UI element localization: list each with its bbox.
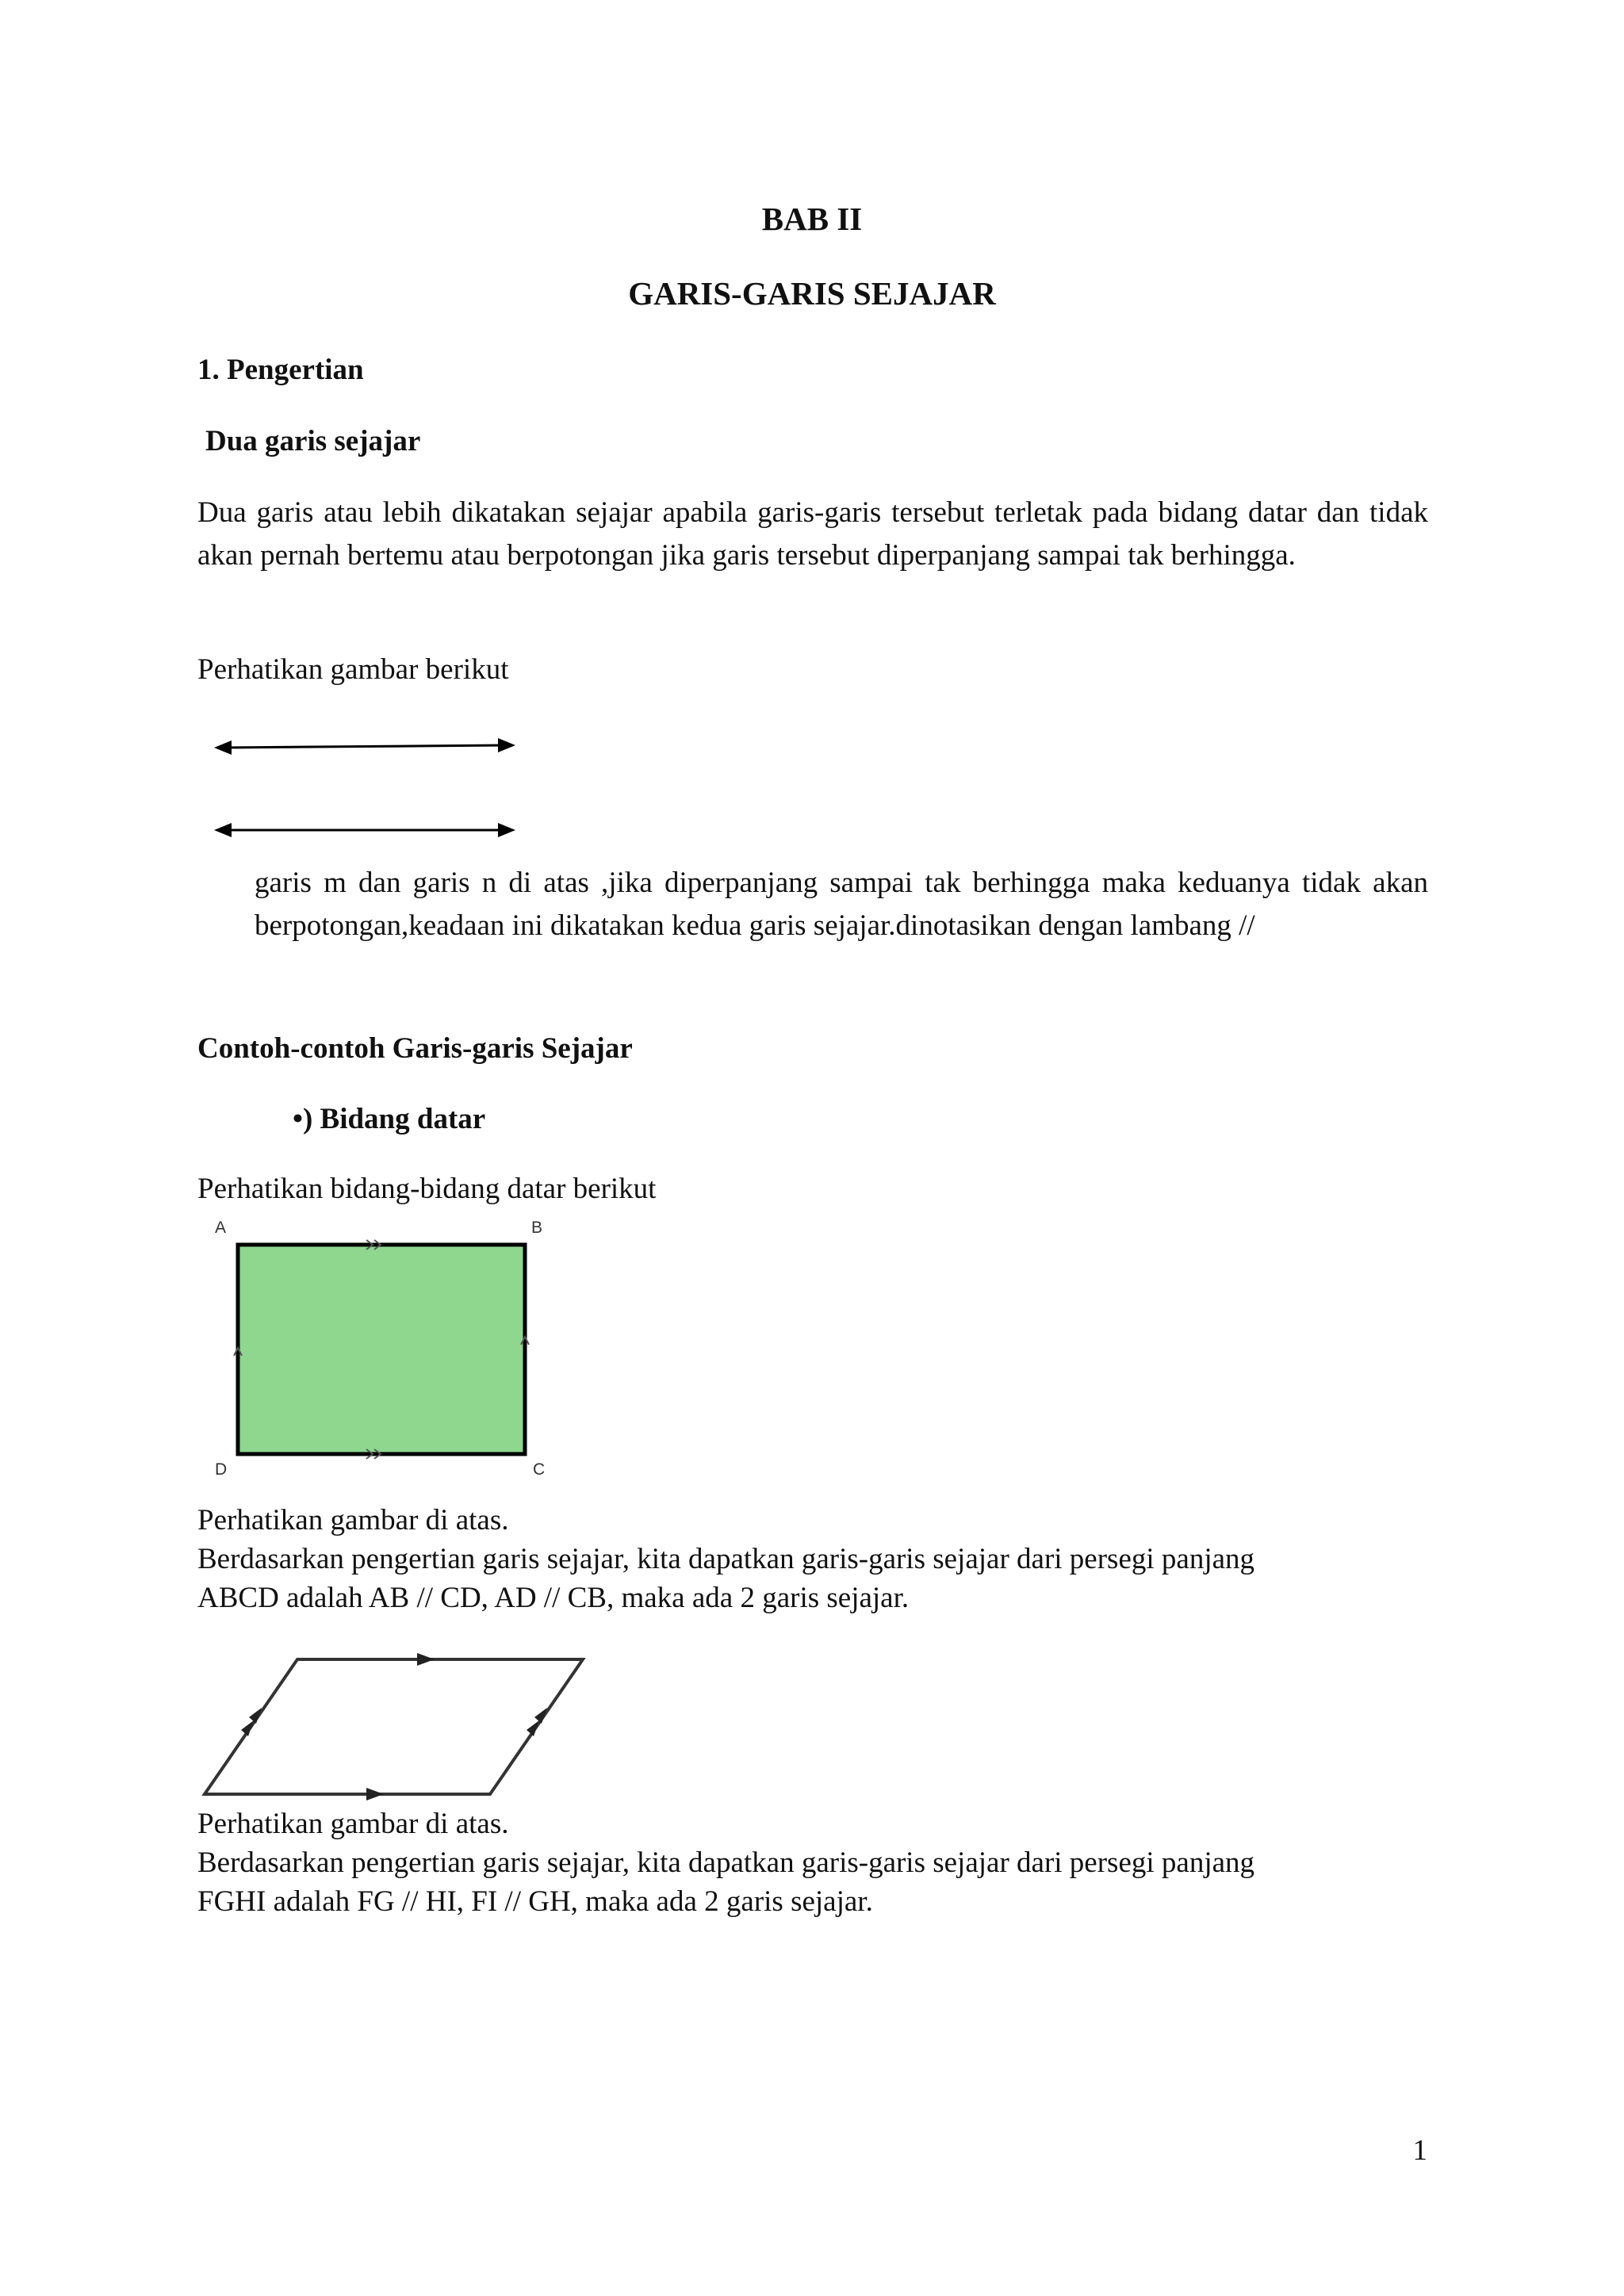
rectangle-abcd-figure	[208, 1213, 557, 1483]
vertex-label-a: A	[215, 1219, 227, 1237]
rectangle-shape	[238, 1245, 525, 1454]
parallelogram-shape	[205, 1659, 583, 1794]
parallelogram-figure	[198, 1649, 595, 1808]
section-heading: 1. Pengertian	[197, 354, 364, 386]
rect-note-line-2: Berdasarkan pengertian garis sejajar, kita dapatkan garis-garis sejajar dari persegi panjang	[197, 1543, 1255, 1575]
arrowhead-left-icon	[214, 740, 232, 755]
rect-note-line-1: Perhatikan gambar di atas.	[197, 1504, 509, 1536]
arrowhead-left-icon	[214, 823, 232, 837]
rect-note-line-3: ABCD adalah AB // CD, AD // CB, maka ada 2 garis sejajar.	[197, 1582, 910, 1614]
para-note-line-1: Perhatikan gambar di atas.	[197, 1808, 509, 1840]
parallel-lines-figure	[214, 725, 515, 844]
page-title: GARIS-GARIS SEJAJAR	[628, 275, 996, 312]
lines-explanation: garis m dan garis n di atas ,jika diperpanjang sampai tak berhingga maka keduanya tidak akan berpotongan,keadaan ini dikatakan kedua garis sejajar.dinotasikan dengan lambang //	[255, 867, 1428, 942]
line-m	[214, 738, 515, 755]
vertex-label-d: D	[215, 1460, 228, 1479]
para-note-line-2: Berdasarkan pengertian garis sejajar, kita dapatkan garis-garis sejajar dari persegi panjang	[197, 1846, 1255, 1879]
vertex-label-b: B	[531, 1219, 543, 1237]
examples-heading: Contoh-contoh Garis-garis Sejajar	[197, 1032, 633, 1065]
bullet-heading: •) Bidang datar	[293, 1103, 486, 1135]
subheading: Dua garis sejajar	[205, 425, 421, 457]
vertex-label-c: C	[533, 1460, 546, 1479]
line-n	[214, 823, 515, 837]
see-planes-text: Perhatikan bidang-bidang datar berikut	[197, 1173, 657, 1205]
chapter-label: BAB II	[761, 201, 863, 237]
page-number: 1	[1412, 2134, 1427, 2167]
definition-paragraph: Dua garis atau lebih dikatakan sejajar apabila garis-garis tersebut terletak pada bidang datar dan tidak akan pernah bertemu atau berpotongan jika garis tersebut diperpanjang sampai tak berhingga.	[197, 496, 1428, 572]
para-note-line-3: FGHI adalah FG // HI, FI // GH, maka ada 2 garis sejajar.	[197, 1885, 873, 1918]
arrowhead-right-icon	[498, 823, 515, 837]
arrowhead-right-icon	[498, 738, 515, 752]
see-figure-text: Perhatikan gambar berikut	[197, 653, 509, 686]
